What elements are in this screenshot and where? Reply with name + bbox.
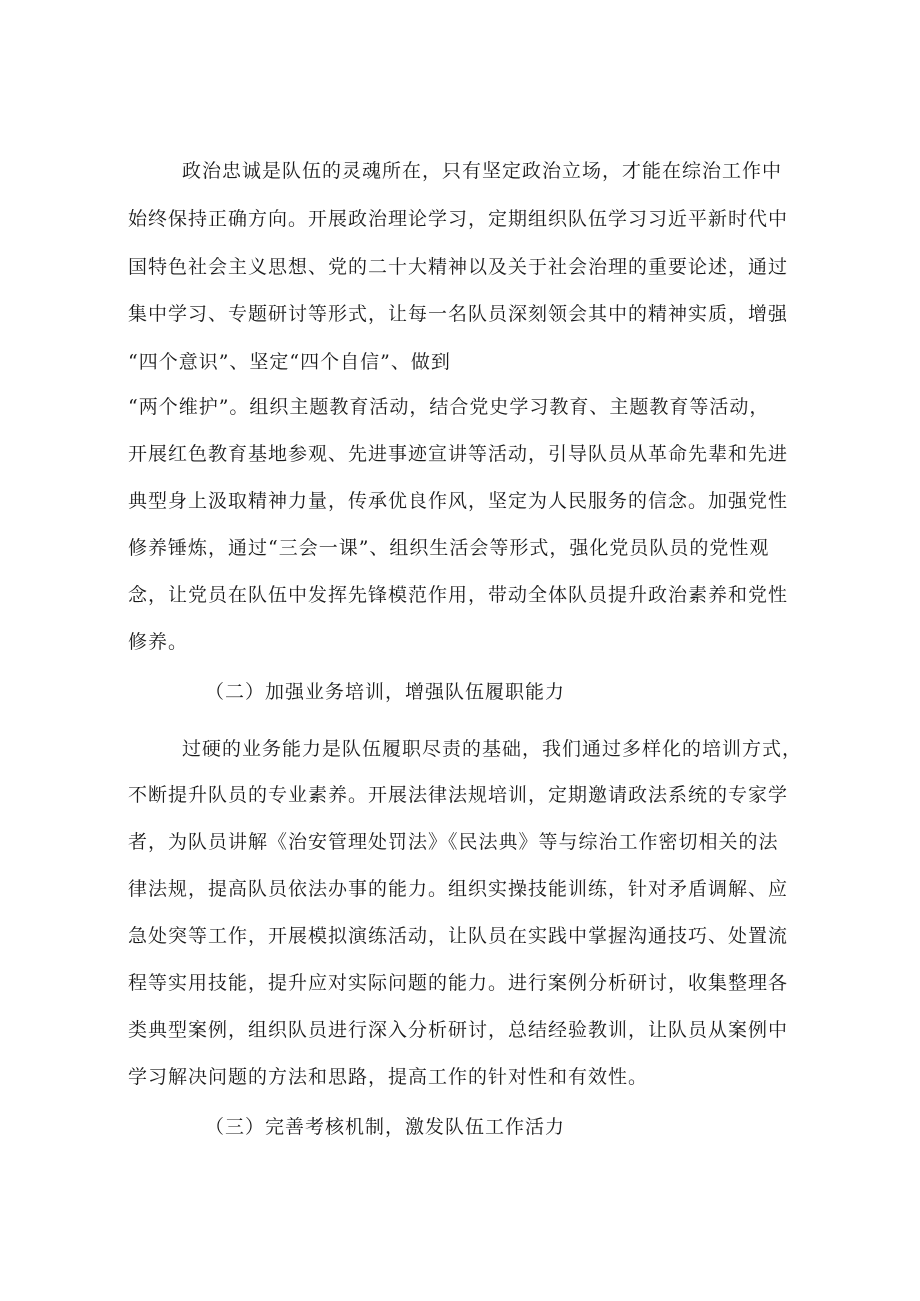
paragraph-line: 开展红色教育基地参观、先进事迹宣讲等活动，引导队员从革命先辈和先进	[128, 443, 789, 465]
paragraph-line: 念，让党员在队伍中发挥先锋模范作用，带动全体队员提升政治素养和党性	[128, 584, 789, 606]
paragraph-line: 集中学习、专题研讨等形式，让每一名队员深刻领会其中的精神实质，增强	[128, 303, 789, 325]
paragraph-line: 者，为队员讲解《治安管理处罚法》《民法典》等与综治工作密切相关的法	[128, 831, 779, 853]
paragraph-line: 政治忠诚是队伍的灵魂所在，只有坚定政治立场，才能在综治工作中	[182, 160, 783, 182]
paragraph-line: 国特色社会主义思想、党的二十大精神以及关于社会治理的重要论述，通过	[128, 256, 789, 278]
paragraph-line: 程等实用技能，提升应对实际问题的能力。进行案例分析研讨，收集整理各	[128, 972, 789, 994]
section-heading-assessment-mechanism: （三）完善考核机制，激发队伍工作活力	[205, 1116, 566, 1138]
paragraph-line: 修养锤炼，通过“三会一课”、组织生活会等形式，强化党员队员的党性观	[128, 537, 770, 559]
paragraph-line: 过硬的业务能力是队伍履职尽责的基础，我们通过多样化的培训方式，	[182, 738, 803, 760]
paragraph-line: 典型身上汲取精神力量，传承优良作风，坚定为人民服务的信念。加强党性	[128, 490, 789, 512]
paragraph-line: 学习解决问题的方法和思路，提高工作的针对性和有效性。	[128, 1066, 649, 1088]
paragraph-line: 修养。	[128, 631, 189, 653]
paragraph-line: 急处突等工作，开展模拟演练活动，让队员在实践中掌握沟通技巧、处置流	[128, 925, 789, 947]
paragraph-line: 律法规，提高队员依法办事的能力。组织实操技能训练，针对矛盾调解、应	[128, 878, 789, 900]
section-heading-business-training: （二）加强业务培训，增强队伍履职能力	[205, 681, 566, 703]
paragraph-line: 类典型案例，组织队员进行深入分析研讨，总结经验教训，让队员从案例中	[128, 1019, 789, 1041]
paragraph-line: “两个维护”。组织主题教育活动，结合党史学习教育、主题教育等活动，	[128, 396, 770, 418]
paragraph-line: “四个意识”、坚定“四个自信”、做到	[128, 351, 451, 373]
paragraph-line: 不断提升队员的专业素养。开展法律法规培训，定期邀请政法系统的专家学	[128, 784, 789, 806]
paragraph-line: 始终保持正确方向。开展政治理论学习，定期组织队伍学习习近平新时代中	[128, 208, 789, 230]
